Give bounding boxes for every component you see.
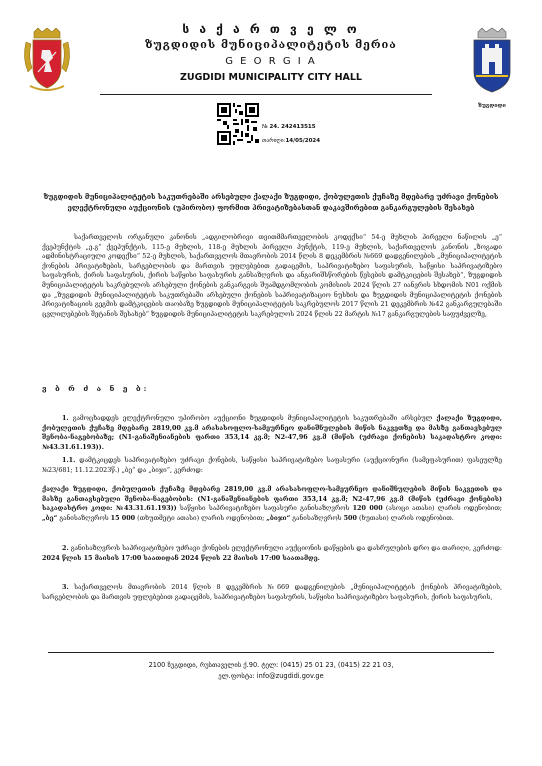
item-1-number: 1. bbox=[62, 414, 69, 422]
registration-number-value: 24. 242413515 bbox=[269, 124, 316, 130]
price-text-e: განისაზღვროს bbox=[290, 513, 344, 522]
price-text-b: (ასოცი ათასი) ლარის ოდენობით; bbox=[382, 504, 502, 513]
starting-price: 120 000 bbox=[352, 504, 383, 513]
registration-number bbox=[262, 124, 316, 130]
deposit-label: „ბე“ bbox=[42, 513, 58, 522]
item-1-property: ქალაქი ზუგდიდი, ქობულეთის ქუჩაზე მდებარე 2819,00 კვ.მ არასასოფლო-სამეურნეო დანიშნულების მიწის ნაკვეთზე და მასზე განთავსებულ შენობა-ნაგებობაზე; (N1-განაშენიანების ფართი 353,14 კვ.მ; N2-47,96 კვ.მ (მიწის (უძრავი ქონების) საკადასტრო კოდი: №43.31.61.193)). bbox=[42, 414, 503, 451]
item-1-1-paragraph bbox=[42, 456, 502, 475]
registration-date-label: თარიღი: bbox=[262, 138, 286, 144]
city-hall-name-english: ZUGDIDI MUNICIPALITY CITY HALL bbox=[180, 72, 362, 83]
country-name-georgian: ს ა ქ ა რ თ ვ ე ლ ო bbox=[182, 22, 360, 36]
footer-email: ელ.ფოსტა: info@zugdidi.gov.ge bbox=[218, 672, 324, 680]
header-divider bbox=[100, 94, 432, 95]
registration-date bbox=[262, 138, 320, 144]
item-3-paragraph bbox=[42, 583, 502, 602]
city-hall-name-georgian: ზუგდიდის მუნიციპალიტეტის მერია bbox=[145, 38, 397, 51]
country-name-english: G E O R G I A bbox=[225, 56, 317, 67]
item-2-number: 2. bbox=[62, 544, 69, 552]
emblem-caption: ზუგდიდი bbox=[478, 103, 506, 109]
price-text-d: (თხუთმეტი ათასი) ლარის ოდენობით; bbox=[135, 513, 267, 522]
item-1-1-number: 1.1. bbox=[62, 456, 76, 464]
item-3-number: 3. bbox=[62, 583, 69, 591]
footer-divider bbox=[48, 652, 494, 653]
item-1-paragraph bbox=[42, 414, 502, 452]
price-text-c: განისაზღვროს bbox=[57, 513, 111, 522]
item-1-text: გამოცხადდეს ელექტრონული უპირობო აუქციონი ზუგდიდის მუნიციპალიტეტის საკუთრებაში არსებულ bbox=[68, 414, 437, 422]
qr-code[interactable] bbox=[217, 103, 259, 145]
registration-date-value: 14/05/2024 bbox=[285, 138, 321, 144]
item-3-text: საქართველოს მთავრობის 2014 წლის 8 დეკემბრის №669 დადგენილების „მუნიციპალიტეტის ქონების პრივატიზების, სარგებლობის და მართვის უფლებებით გადაცემის, საპრივატიზებო საფასურის, საწყისი საპრივატიზებო საფასურის, ქირის საფასურის, bbox=[42, 583, 502, 601]
item-2-text: განისაზღვროს საპრივატიზებო უძრავი ქონების ელექტრონული აუქციონის დაწყების და დასრულების დრო და თარიღი, კერძოდ: bbox=[68, 544, 502, 552]
bid-step-amount: 500 bbox=[343, 513, 357, 522]
decree-heading: ვ ბ რ ძ ა ნ ე ბ: bbox=[42, 384, 150, 393]
price-text-a: საწყისი საპრივატიზებო საფასური განისაზღვროს bbox=[176, 504, 353, 513]
item-2-paragraph bbox=[42, 544, 502, 563]
price-text-f: (ხუთასი) ლარის ოდენობით. bbox=[356, 513, 454, 522]
item-1-1-text: დამტკიცდეს საპრივატიზებო უძრავი ქონების, საწყისი საპრივატიზებო საფასური (აუქციონური (სამეფასურით) ფასეულზე №23/681; 11.12.2023წ.) „ბე“ და „ბიჯი“, კერძოდ: bbox=[42, 456, 502, 474]
auction-period: 2024 წლის 15 მაისის 17:00 საათიდან 2024 წლის 22 მაისის 17:00 საათამდე. bbox=[42, 553, 320, 562]
price-property: ქალაქი ზუგდიდი, ქობულეთის ქუჩაზე მდებარე 2819,00 კვ.მ არასასოფლო-სამეურნეო დანიშნულების მიწის ნაკვეთის და მასზე განთავსებული შენობა-ნაგებობის: (N1-განაშენიანების ფართი 353,14 კვ.მ; N2-47,96 კვ.მ (მიწის (უძრავი ქონების) საკადასტრო კოდი: №43.31.61.193)) bbox=[42, 485, 502, 513]
footer-address: 2100 ზუგდიდი, რუსთაველის ქ.90. ტელ: (0415) 25 01 23, (0415) 22 21 03, bbox=[148, 661, 394, 669]
bid-step-label: „ბიჯი“ bbox=[266, 513, 291, 522]
document-title: ზუგდიდის მუნიციპალიტეტის საკუთრებაში არსებული ქალაქი ზუგდიდი, ქობულეთის ქუჩაზე მდებარე უძრავი ქონების ელექტრონული აუქციონის (უპირობო) ფორმით პრივატიზებასთან დაკავშირებით განკარგულების შესახებ bbox=[43, 193, 499, 212]
price-paragraph bbox=[42, 485, 502, 523]
preamble-paragraph: საქართველოს ორგანული კანონის „ადგილობრივი თვითმმართველობის კოდექსი“ 54-ე მუხლის პირველი ნაწილის „ე“ ქვეპუნქტის „ე.გ“ ქვეპუნქტის, 115-ე მუხლის, 118-ე მუხლის პირველი პუნქტის, 119-ე მუხლის, საქართველოს კანონის „ზოგადი ადმინისტრაციული კოდექსი“ 52-ე მუხლის, საქართველოს მთავრობის 2014 წლის 8 დეკემბრის №669 დადგენილების „მუნიციპალიტეტის ქონების პრივატიზების, სარგებლობის და მართვის უფლებებით გადაცემის, საპრივატიზებო საფასურის, საწყისი საპრივატიზებო საფასურის, ქირის საფასურის, ქირის საწყისი საფასურის განსაზღვრის და ანგარიშსწორების წესების დამტკიცების შესახებ“, ზუგდიდის მუნიციპალიტეტის საკრებულოს არსებული ქონების განკარგვის შუამდგომლობის კომისიის 2024 წლის 27 იანვრის სხდომის N01 ოქმის და „ზუგდიდის მუნიციპალიტეტის საკუთრებაში არსებული ქონების საპრივატიზაციო ნუსხის და ზუგდიდის მუნიციპალიტეტის ქონების პრივატიზაციის გეგმის დამტკიცების თაობაზე ზუგდიდის მუნიციპალიტეტის საკრებულოს 2017 წლის 21 დეკემბრის №42 განკარგულებაში ცვლილებების შეტანის შესახებ“ ზუგდიდის მუნიციპალიტეტის საკრებულოს 2024 წლის 22 მარტის №17 განკარგულების საფუძველზე, bbox=[42, 233, 502, 318]
registration-number-label: № bbox=[262, 124, 270, 130]
deposit-amount: 15 000 bbox=[110, 513, 136, 522]
